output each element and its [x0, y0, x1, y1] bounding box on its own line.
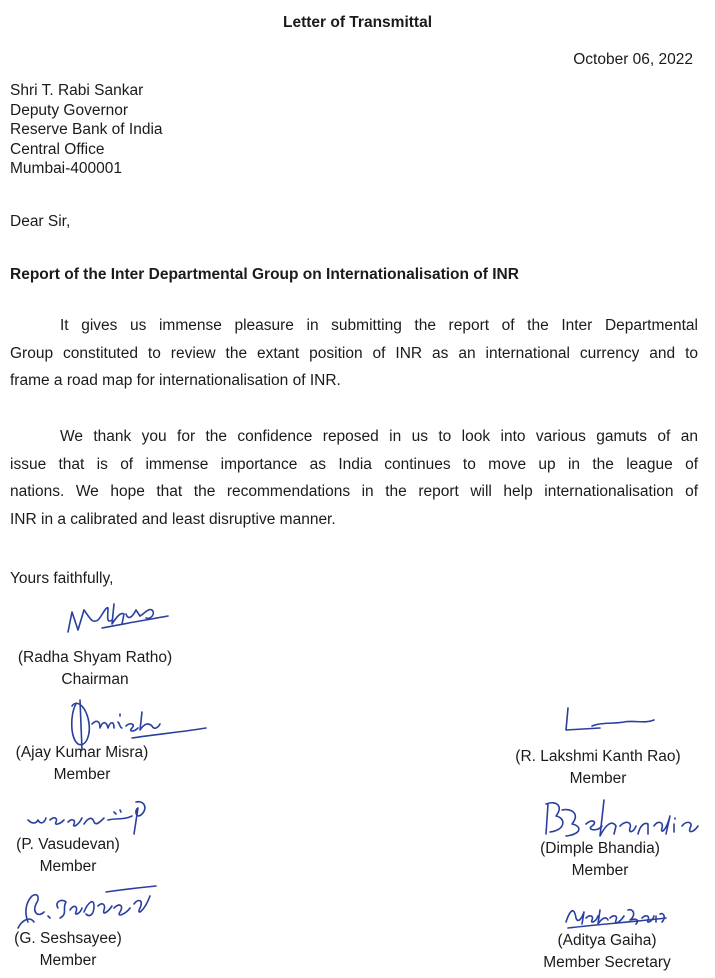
- signatory-role: Member: [571, 862, 629, 879]
- address-line: Shri T. Rabi Sankar: [10, 82, 144, 99]
- signatory-bhandia: [530, 838, 670, 882]
- address-line: Central Office: [10, 140, 105, 158]
- signatory-misra: [7, 742, 157, 786]
- paragraph-line: issue that is of immense importance as India continues to move up in the league of: [10, 455, 698, 473]
- signatory-name: (G. Seshsayee): [14, 930, 122, 947]
- signatory-rao: [503, 746, 693, 790]
- subject-line: Report of the Inter Departmental Group on Internationalisation of INR: [10, 266, 519, 283]
- paragraph-line: frame a road map for internationalisation of INR.: [10, 372, 341, 389]
- signatory-role: Member: [53, 766, 111, 783]
- paragraph-line: nations. We hope that the recommendations in the report will help internationalisation of: [10, 483, 698, 500]
- address-line: Deputy Governor: [10, 101, 129, 119]
- paragraph-line: We thank you for the confidence reposed in us to look into various gamuts of an: [60, 428, 698, 445]
- signatory-vasudevan: [7, 834, 129, 878]
- signatory-gaiha: [528, 930, 686, 974]
- letter-date: October 06, 2022: [573, 51, 693, 68]
- address-line: Mumbai-400001: [10, 160, 123, 178]
- signatory-role: Member Secretary: [543, 954, 671, 971]
- letter-title: Letter of Transmittal: [283, 14, 432, 31]
- signatory-name: (Radha Shyam Ratho): [17, 649, 173, 666]
- signatory-name: (R. Lakshmi Kanth Rao): [515, 748, 681, 765]
- signature-seshsayee: [10, 882, 160, 932]
- paragraph-1: [10, 312, 698, 395]
- signature-bhandia: [542, 796, 702, 842]
- paragraph-line: Group constituted to review the extant position of INR as an international currency and to: [10, 344, 698, 362]
- signatory-name: (Ajay Kumar Misra): [15, 744, 149, 761]
- signatory-seshsayee: [7, 928, 129, 972]
- salutation: Dear Sir,: [10, 213, 71, 230]
- signature-gaiha: [562, 898, 672, 930]
- signatory-role: Member: [39, 952, 97, 969]
- signatory-ratho: [7, 647, 183, 691]
- signature-ratho: [62, 598, 172, 638]
- closing: Yours faithfully,: [10, 570, 114, 587]
- paragraph-2: [10, 423, 698, 533]
- signatory-name: (Aditya Gaiha): [557, 932, 657, 949]
- signature-vasudevan: [24, 798, 154, 838]
- signatory-name: (Dimple Bhandia): [540, 840, 660, 857]
- paragraph-line: It gives us immense pleasure in submitting the report of the Inter Departmental: [60, 317, 698, 334]
- signatory-name: (P. Vasudevan): [16, 836, 120, 853]
- recipient-address: [10, 81, 163, 179]
- signature-rao: [562, 702, 662, 736]
- signatory-role: Member: [569, 770, 627, 787]
- signatory-role: Member: [39, 858, 97, 875]
- paragraph-line: INR in a calibrated and least disruptive manner.: [10, 510, 336, 528]
- address-line: Reserve Bank of India: [10, 121, 163, 139]
- signatory-role: Chairman: [61, 671, 129, 688]
